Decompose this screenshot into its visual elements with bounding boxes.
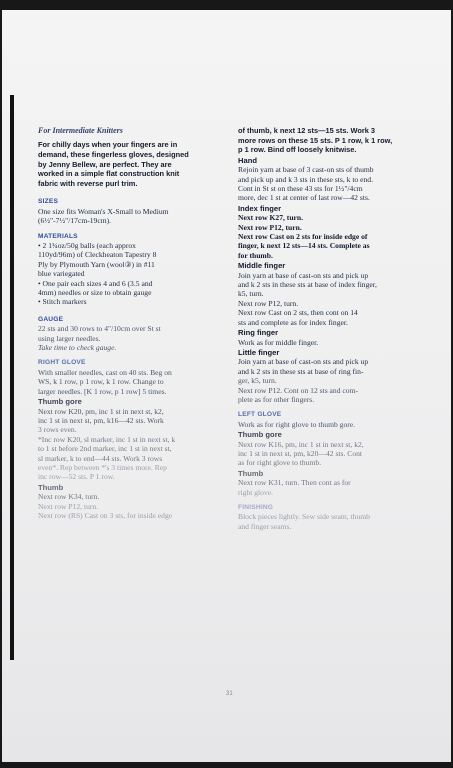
thumb-continued-line: p 1 row. Bind off loosely knitwise. xyxy=(238,145,357,155)
hand-line: more, dec 1 st at center of last row—42 sts. xyxy=(238,193,370,203)
materials-section xyxy=(38,241,230,307)
thumb-line: Next row P12, turn. xyxy=(38,501,99,511)
intro-line: demand, these fingerless gloves, designed xyxy=(38,150,189,159)
hand-line: Cont in St st on these 43 sts for 1½"/4cm xyxy=(238,184,363,193)
ring-finger-heading: Ring finger xyxy=(238,328,279,338)
materials-line: 110yd/96m) of Cleckheaton Tapestry 8 xyxy=(38,250,157,260)
left-thumb-gore-heading: Thumb gore xyxy=(238,430,282,440)
hand-line: and pick up and k 3 sts in these sts, k to end. xyxy=(238,174,373,184)
right-glove-heading: RIGHT GLOVE xyxy=(38,359,86,367)
materials-line: Ply by Plymouth Yarn (wool③) in #11 xyxy=(38,259,155,269)
left-glove-section xyxy=(238,420,428,429)
left-thumb-gore-line: inc 1 st in next st, pm, k20—42 sts. Cont xyxy=(238,448,363,458)
finishing-heading: FINISHING xyxy=(238,504,274,511)
gauge-section xyxy=(38,324,230,352)
page-gutter xyxy=(10,95,14,660)
index-finger-heading: Index finger xyxy=(238,203,282,213)
middle-finger-heading: Middle finger xyxy=(238,261,286,271)
finishing-line: and finger seams. xyxy=(238,521,292,531)
little-finger-line: and k 2 sts in these sts at base of ring fin- xyxy=(238,366,364,376)
middle-finger-line: and k 2 sts in these sts at base of index finger, xyxy=(238,280,377,290)
thumb-line: Next row K34, turn. xyxy=(38,492,100,502)
index-finger-line: finger, k next 12 sts—14 sts. Complete as xyxy=(238,241,370,251)
left-thumb-gore-line: Next row K16, pm, inc 1 st in next st, k2, xyxy=(238,439,364,449)
right-glove-line: larger needles. [K 1 row, p 1 row] 5 times. xyxy=(38,386,167,396)
thumb-gore-line: inc row—52 sts. P 1 row. xyxy=(38,472,115,482)
little-finger-heading: Little finger xyxy=(238,347,280,357)
index-finger-line: Next row K27, turn. xyxy=(238,213,304,223)
left-thumb-gore-section xyxy=(238,440,428,468)
materials-line: • Stitch markers xyxy=(38,297,87,307)
middle-finger-section xyxy=(238,271,428,327)
middle-finger-line: k5, turn. xyxy=(238,289,264,299)
thumb-continued-line: more rows on these 15 sts. P 1 row, k 1 row, xyxy=(238,135,393,145)
left-column xyxy=(38,126,230,520)
left-thumb-section xyxy=(238,478,428,497)
intro-line: fabric with reverse purl trim. xyxy=(38,178,138,188)
sizes-heading: SIZES xyxy=(38,198,59,206)
intro-line: worked in a simple flat construction knit xyxy=(38,169,180,179)
little-finger-line: ger, k5, turn. xyxy=(238,376,277,386)
middle-finger-line: Join yarn at base of cast-on sts and pick up xyxy=(238,270,369,280)
materials-line: • 2 1¾oz/50g balls (each approx xyxy=(38,241,136,250)
magazine-page xyxy=(2,10,451,762)
intro-line: For chilly days when your fingers are in xyxy=(38,140,178,150)
left-glove-line: Work as for right glove to thumb gore. xyxy=(238,419,356,429)
hand-line: Rejoin yarn at base of 3 cast-on sts of thumb xyxy=(238,165,374,175)
page-number: 31 xyxy=(226,691,233,697)
thumb-gore-line: to 1 st before 2nd marker, inc 1 st in next st, xyxy=(38,444,172,454)
little-finger-line: plete as for other fingers. xyxy=(238,394,315,404)
thumb-gore-line: 3 rows even. xyxy=(38,425,77,435)
right-glove-line: WS, k 1 row, p 1 row, k 1 row. Change to xyxy=(38,377,164,387)
materials-line: blue variegated xyxy=(38,269,85,279)
materials-line: 4mm) needles or size to obtain gauge xyxy=(38,288,152,298)
intro-line: by Jenny Bellew, are perfect. They are xyxy=(38,159,172,169)
finishing-section xyxy=(238,512,428,531)
thumb-gore-line: *Inc row K20, sl marker, inc 1 st in next st, k xyxy=(38,434,176,444)
hand-section xyxy=(238,165,428,203)
gauge-heading: GAUGE xyxy=(38,315,64,323)
thumb-line: Next row (RS) Cast on 3 sts, for inside edge xyxy=(38,510,173,520)
index-finger-section xyxy=(238,213,428,260)
sizes-line: One size fits Woman's X-Small to Medium xyxy=(38,206,169,216)
little-finger-line: Next row P12. Cont on 12 sts and com- xyxy=(238,385,359,395)
materials-line: • One pair each sizes 4 and 6 (3.5 and xyxy=(38,278,153,288)
ring-finger-line: Work as for middle finger. xyxy=(238,337,319,347)
materials-heading: MATERIALS xyxy=(38,232,78,240)
right-column xyxy=(238,126,428,531)
little-finger-line: Join yarn at base of cast-on sts and pick up xyxy=(238,357,369,367)
thumb-heading: Thumb xyxy=(38,482,64,492)
finishing-line: Block pieces lightly. Sew side seam, thumb xyxy=(238,512,370,522)
hand-heading: Hand xyxy=(238,155,257,165)
thumb-gore-heading: Thumb gore xyxy=(38,397,82,407)
ring-finger-section xyxy=(238,338,428,347)
left-thumb-gore-line: as for right glove to thumb. xyxy=(238,458,322,468)
right-glove-line: With smaller needles, cast on 40 sts. Beg on xyxy=(38,367,172,377)
gauge-line: using larger needles. xyxy=(38,333,101,343)
left-thumb-heading: Thumb xyxy=(238,468,264,478)
thumb-continued-line: of thumb, k next 12 sts—15 sts. Work 3 xyxy=(238,126,376,135)
thumb-gore-line: inc 1 st in next st, pm, k16—42 sts. Work xyxy=(38,415,164,425)
thumb-section xyxy=(38,492,230,520)
middle-finger-line: Next row Cast on 2 sts, then cont on 14 xyxy=(238,308,358,318)
left-thumb-line: right glove. xyxy=(238,487,274,497)
thumb-gore-line: Next row K20, pm, inc 1 st in next st, k2, xyxy=(38,406,164,416)
gauge-line: 22 sts and 30 rows to 4"/10cm over St st xyxy=(38,324,161,334)
thumb-gore-line: even*. Rep between *'s 3 times more. Rep xyxy=(38,462,167,472)
index-finger-line: Next row P12, turn. xyxy=(238,222,302,232)
skill-level-label: For Intermediate Knitters xyxy=(38,126,123,135)
left-glove-heading: LEFT GLOVE xyxy=(238,411,282,419)
sizes-line: (6½"-7½"/17cm-19cm). xyxy=(38,216,112,226)
thumb-gore-section xyxy=(38,407,230,482)
left-thumb-line: Next row K31, turn. Then cont as for xyxy=(238,478,351,488)
intro-paragraph xyxy=(38,140,230,188)
gauge-line: Take time to check gauge. xyxy=(38,343,117,353)
sizes-section xyxy=(38,207,230,226)
right-glove-section xyxy=(38,368,230,396)
middle-finger-line: sts and complete as for index finger. xyxy=(238,317,348,327)
thumb-continued xyxy=(238,126,428,155)
index-finger-line: for thumb. xyxy=(238,250,273,260)
little-finger-section xyxy=(238,357,428,404)
index-finger-line: Next row Cast on 2 sts for inside edge of xyxy=(238,232,368,242)
middle-finger-line: Next row P12, turn. xyxy=(238,298,299,308)
thumb-gore-line: sl marker, k to end—44 sts. Work 3 rows xyxy=(38,453,163,463)
